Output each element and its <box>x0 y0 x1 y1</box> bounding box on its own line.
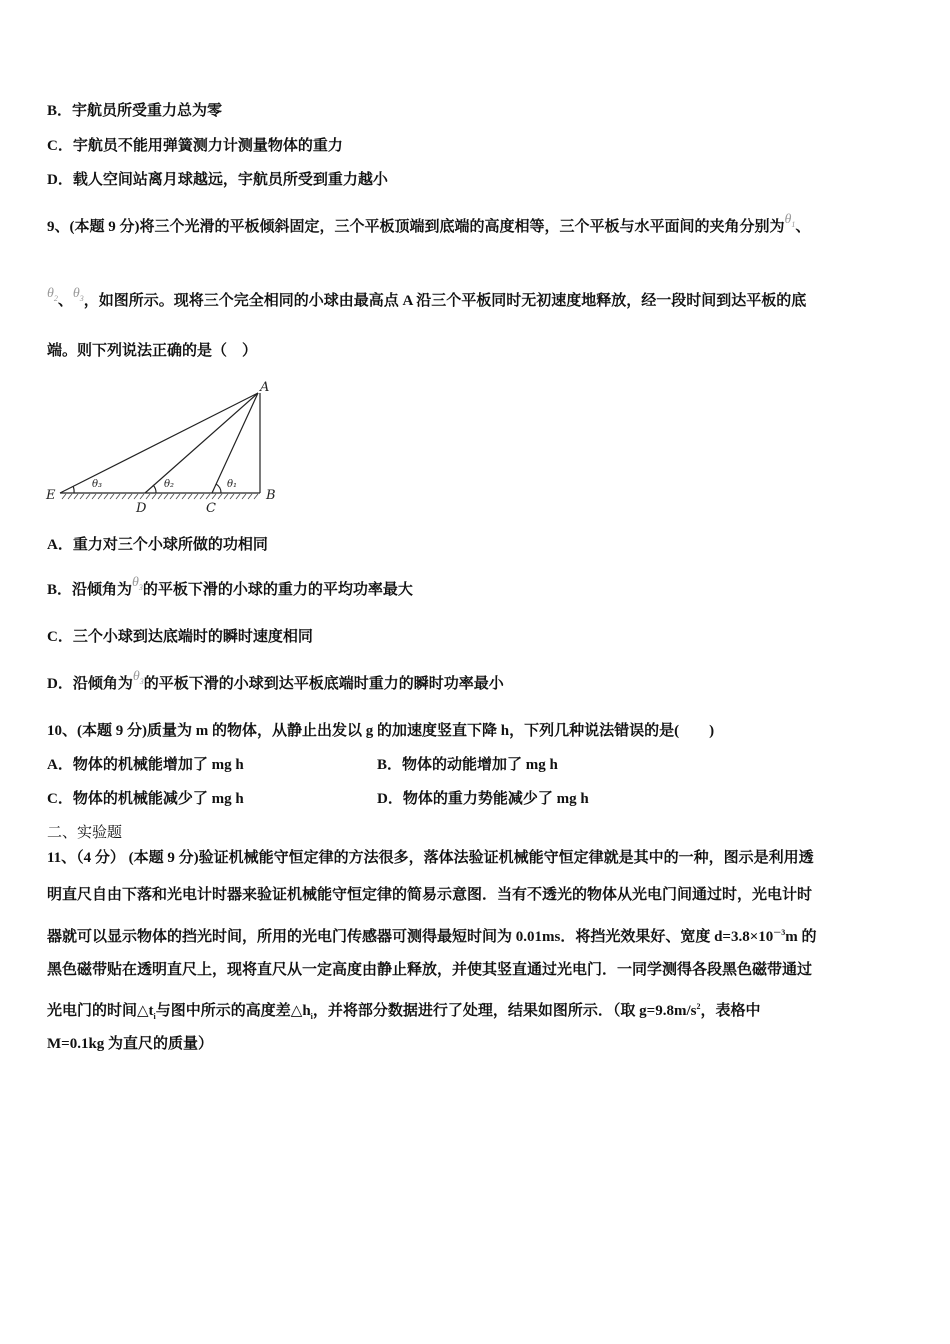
q9-option-c: C．三个小球到达底端时的瞬时速度相同 <box>47 629 313 645</box>
q8-option-d: D．载人空间站离月球越远，宇航员所受到重力越小 <box>47 172 388 188</box>
q11-line6: M=0.1kg 为直尺的质量） <box>47 1036 214 1052</box>
q8-option-c: C．宇航员不能用弹簧测力计测量物体的重力 <box>47 138 343 154</box>
theta3-symbol: $\theta_3$ <box>132 575 143 592</box>
separator: 、 <box>57 293 73 309</box>
q9-stem-line1 <box>47 212 811 243</box>
separator: 、 <box>795 219 811 235</box>
label-c: C <box>206 501 216 516</box>
label-theta3: θ₃ <box>92 479 103 490</box>
q10-option-a: A．物体的机械能增加了 mg h <box>47 757 244 773</box>
ground-hatching <box>62 494 258 499</box>
q11-line2: 明直尺自由下落和光电计时器来验证机械能守恒定律的简易示意图．当有不透光的物体从光电门间通过时，光电计时 <box>47 887 813 903</box>
q11-line3: 器就可以显示物体的挡光时间，所用的光电门传感器可测得最短时间为 0.01ms．将挡光效果好、宽度 $d=3.8\times 10^{-3}m$ 的 <box>47 928 817 945</box>
angle-arc-3 <box>73 486 74 493</box>
label-theta1: θ₁ <box>227 479 238 490</box>
label-a: A <box>260 380 270 395</box>
q10-option-c: C．物体的机械能减少了 mg h <box>47 791 244 807</box>
q8-option-b: B．宇航员所受重力总为零 <box>47 103 223 119</box>
theta3-symbol: $\theta_3$ <box>132 669 144 686</box>
q11-line1: 11、（4 分） (本题 9 分)验证机械能守恒定律的方法很多，落体法验证机械能守恒定律就是其中的一种，图示是利用透 <box>47 850 814 866</box>
q10-stem: 10、(本题 9 分)质量为 m 的物体，从静止出发以 g 的加速度竖直下降 h，下列几种说法错误的是( ) <box>47 723 715 739</box>
q9-option-d: D．沿倾角为$\theta_3$的平板下滑的小球到达平板底端时重力的瞬时功率最小 <box>47 669 504 692</box>
q9-text: ，如图所示。现将三个完全相同的小球由最高点 A 沿三个平板同时无初速度地释放，经一段时间到达平板的底 <box>83 293 807 309</box>
plane-da <box>145 393 258 493</box>
q10-option-b: B．物体的动能增加了 mg h <box>377 757 558 773</box>
q9-option-b: B．沿倾角为$\theta_3$的平板下滑的小球的重力的平均功率最大 <box>47 575 413 598</box>
plane-ca <box>212 393 258 493</box>
q9-stem-line2 <box>47 286 807 317</box>
angle-arc-2 <box>153 485 156 493</box>
q9-option-a: A．重力对三个小球所做的功相同 <box>47 537 268 553</box>
theta2-symbol: $\theta_2$ <box>47 286 58 303</box>
plane-ea <box>60 393 258 493</box>
label-e: E <box>46 488 56 503</box>
q10-option-d: D．物体的重力势能减少了 mg h <box>377 791 589 807</box>
inclined-planes-figure <box>40 375 290 520</box>
theta1-symbol: $\theta_1$ <box>784 212 796 229</box>
label-d: D <box>136 501 147 516</box>
angle-arc-1 <box>216 484 221 493</box>
q9-text: 9、(本题 9 分)将三个光滑的平板倾斜固定，三个平板顶端到底端的高度相等，三个平板与水平面间的夹角分别为 <box>47 219 785 235</box>
q9-stem-line3: 端。则下列说法正确的是（ ） <box>47 343 258 359</box>
label-theta2: θ₂ <box>164 479 175 490</box>
label-b: B <box>266 488 276 503</box>
q11-line4: 黑色磁带贴在透明直尺上，现将直尺从一定高度由静止释放，并使其竖直通过光电门．一同学测得各段黑色磁带通过 <box>47 962 813 978</box>
theta3-symbol: $\theta_3$ <box>72 286 84 303</box>
section-heading: 二、实验题 <box>47 825 123 841</box>
q11-line5: 光电门的时间$\triangle t_i$与图中所示的高度差$\triangle h_i$，并将部分数据进行了处理，结果如图所示．（取 $g=9.8m/s^2$，表格中 <box>47 1002 761 1021</box>
